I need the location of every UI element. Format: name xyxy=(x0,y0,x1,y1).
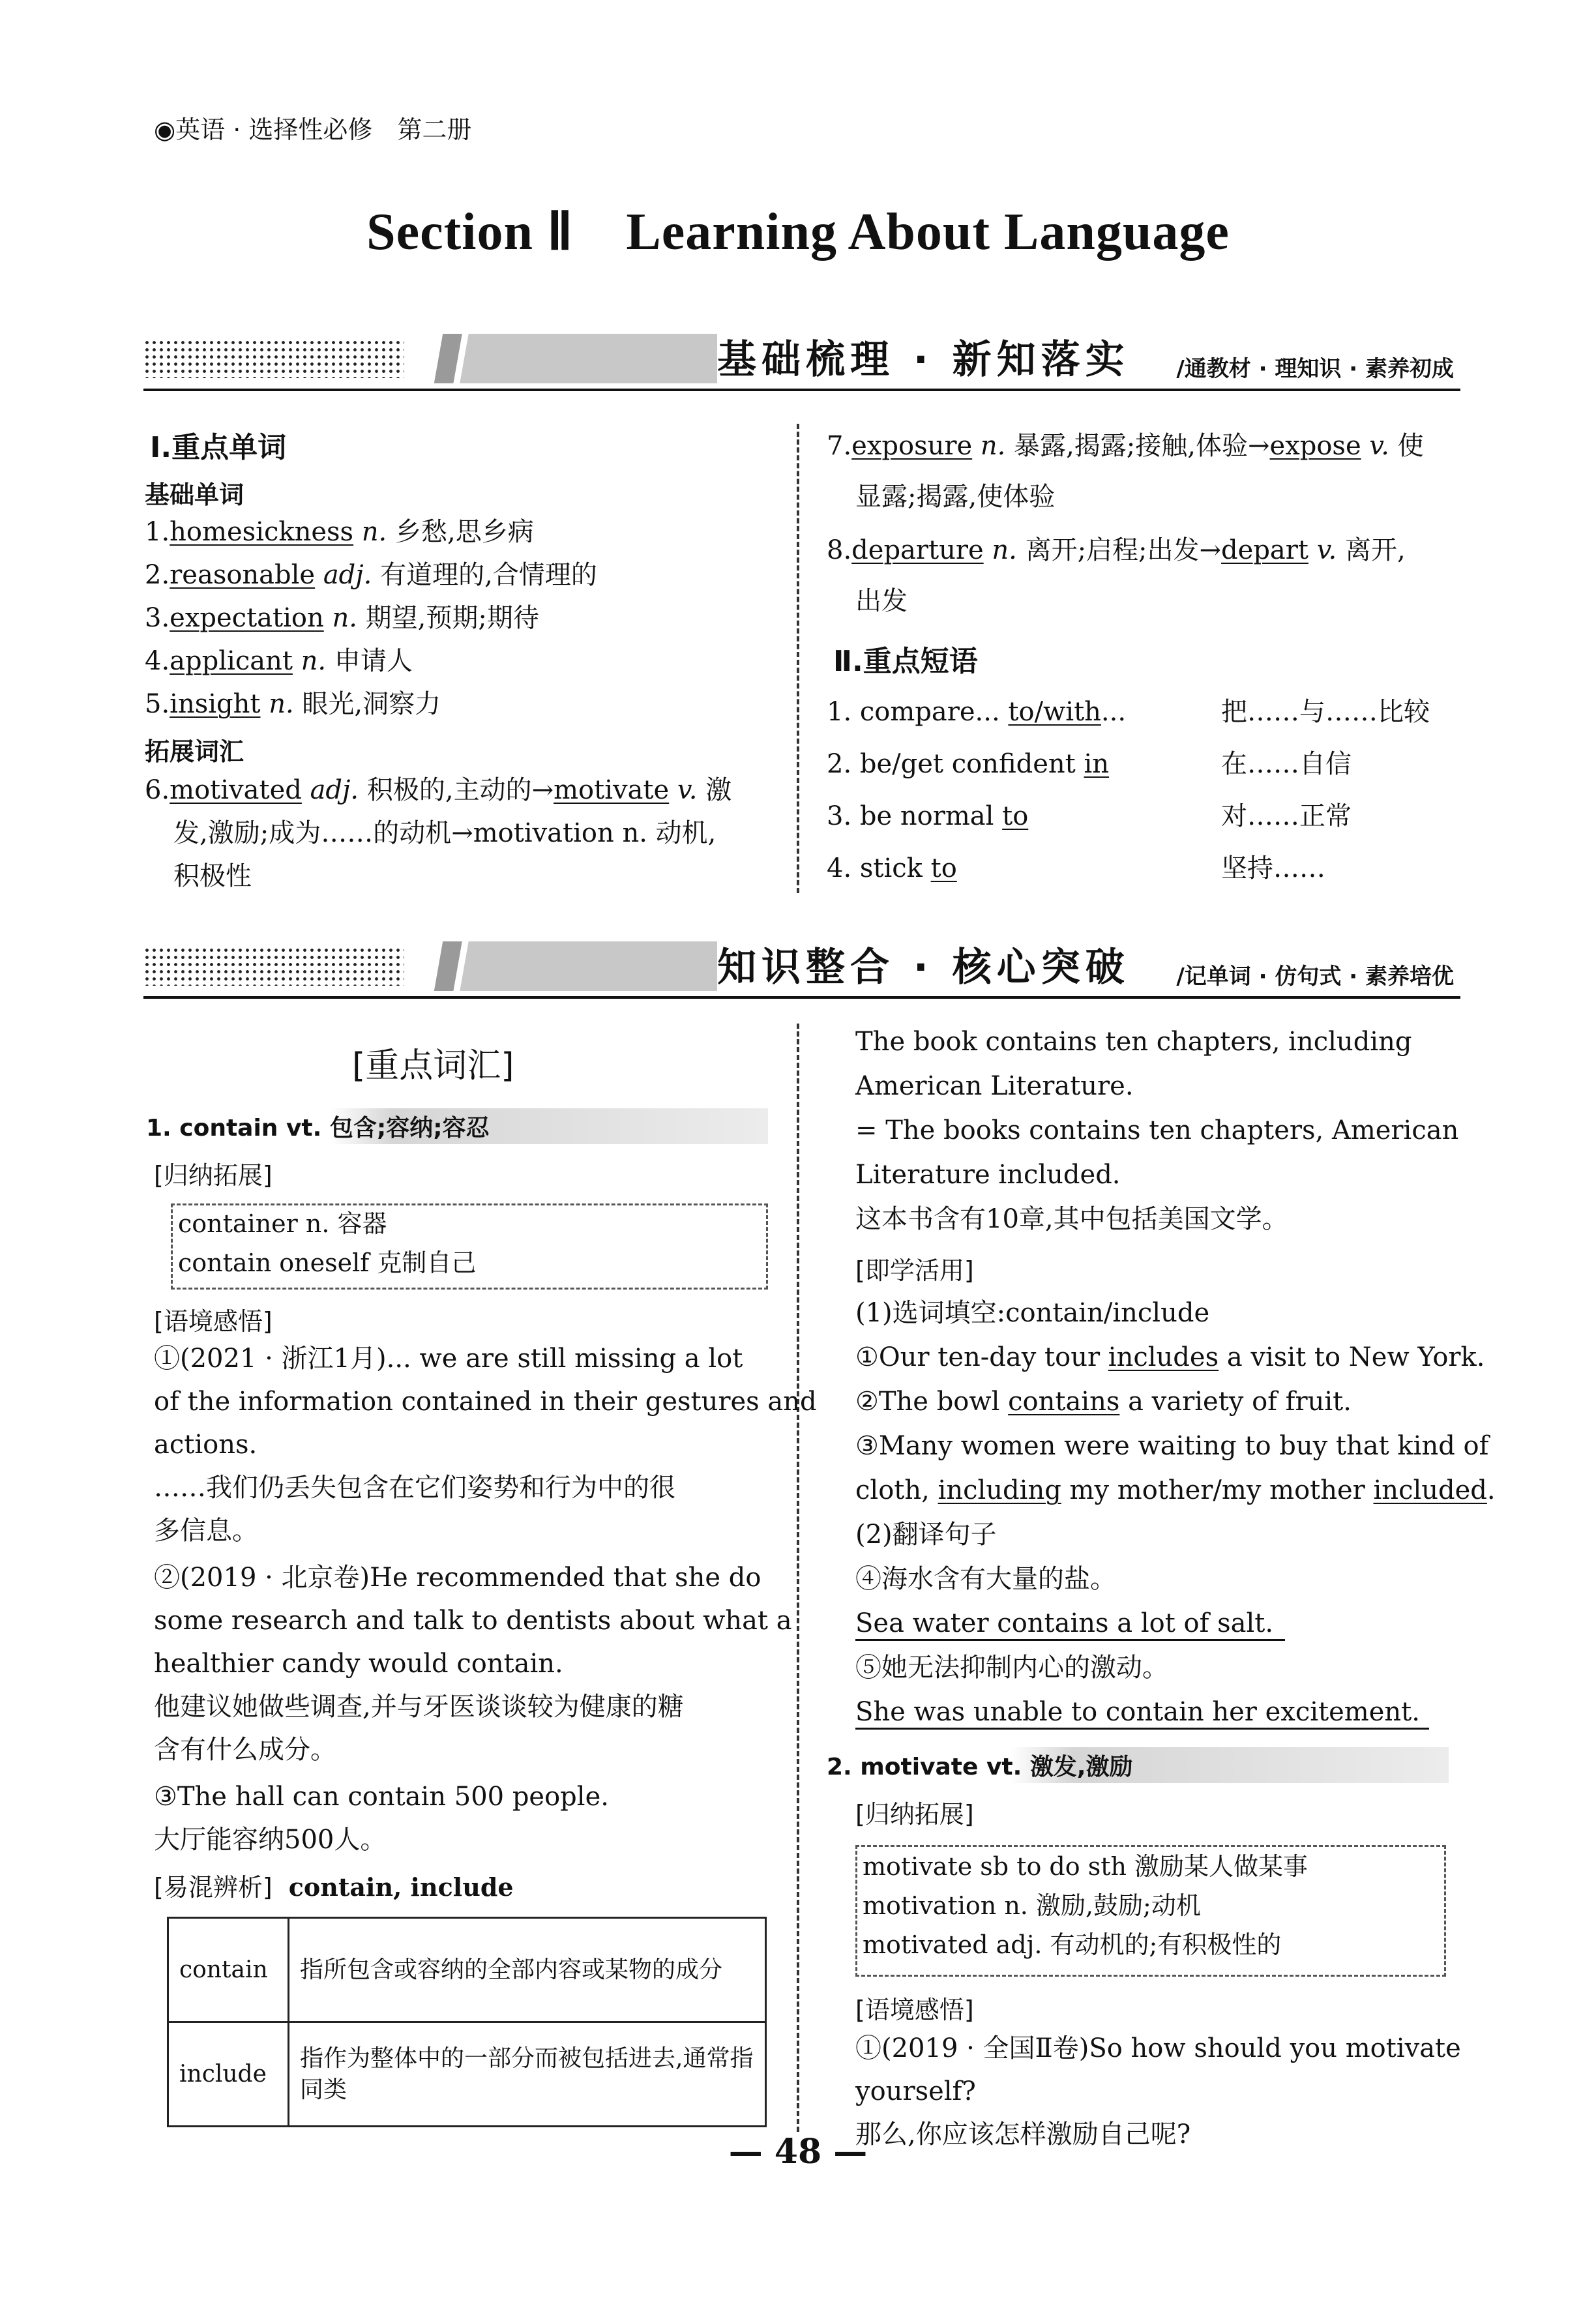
band-subtitle: /通教材 · 理知识 · 素养初成 xyxy=(1176,356,1454,382)
page-number: — 48 — xyxy=(728,2132,868,2172)
band-rule xyxy=(143,389,1460,391)
band-dots xyxy=(143,947,404,986)
practice-item: ①Our ten-day tour includes a visit to New York. xyxy=(855,1342,1485,1372)
translate-question-5: ⑤她无法抑制内心的激动。 xyxy=(855,1653,1168,1683)
translate-question-4: ④海水含有大量的盐。 xyxy=(855,1564,1116,1594)
band-slash xyxy=(404,941,717,991)
vocab-heading: Ⅰ.重点单词 xyxy=(150,431,287,464)
vocab-item: 1.homesickness n. 乡愁,思乡病 xyxy=(145,517,534,547)
phrase-item: 3. be normal to 对……正常 xyxy=(827,801,1352,831)
contain-context-label: [语境感悟] xyxy=(154,1307,273,1336)
vocab-item: 2.reasonable adj. 有道理的,合情理的 xyxy=(145,560,597,590)
contain-heading: 1. contain vt. 包含;容纳;容忍 xyxy=(142,1108,768,1144)
section-band-integration xyxy=(143,934,1460,999)
practice-item: ②The bowl contains a variety of fruit. xyxy=(855,1387,1352,1417)
vocab-item: 3.expectation n. 期望,预期;期待 xyxy=(145,603,539,633)
vocab-item: 4.applicant n. 申请人 xyxy=(145,646,413,676)
page-title: Section Ⅱ Learning About Language xyxy=(366,203,1230,261)
phrases-heading: Ⅱ.重点短语 xyxy=(833,645,978,678)
practice-item-3: ③Many women were waiting to buy that kind of cloth, including my mother/my mother included. xyxy=(855,1431,1496,1505)
band-title: 知识整合 · 核心突破 xyxy=(717,945,1130,990)
contain-summary-box: container n. 容器 contain oneself 克制自己 xyxy=(171,1203,768,1290)
motivate-example-1: ①(2019 · 全国Ⅱ卷)So how should you motivate yourself? 那么,你应该怎样激励自己呢? xyxy=(855,2033,1461,2149)
phrase-item: 4. stick to 坚持…… xyxy=(827,853,1325,883)
practice-1-title: (1)选词填空:contain/include xyxy=(855,1298,1210,1328)
contain-summary-label: [归纳拓展] xyxy=(154,1161,273,1190)
band-dots xyxy=(143,339,404,378)
contain-confusion: [易混辨析] contain, include xyxy=(154,1872,514,1902)
extend-vocab-label: 拓展词汇 xyxy=(145,737,244,766)
translate-answer-4: Sea water contains a lot of salt. xyxy=(855,1608,1285,1641)
vocab-item: 5.insight n. 眼光,洞察力 xyxy=(145,689,441,719)
book-example: The book contains ten chapters, including American Literature. = The books contains ten chapters, American Literature included. 这本书含有10章,其中包括美国文学。 xyxy=(855,1027,1459,1234)
phrase-item: 1. compare... to/with... 把……与……比较 xyxy=(827,697,1430,727)
column-divider-bottom xyxy=(797,1024,799,2132)
translate-answer-5: She was unable to contain her excitement. xyxy=(855,1696,1429,1730)
key-vocab-title: [重点词汇] xyxy=(352,1046,514,1085)
vocab-item-7: 7.exposure n. 暴露,揭露;接触,体验→expose v. 使 显露;揭露,使体验 xyxy=(827,431,1424,512)
confusion-table xyxy=(167,1917,767,2127)
basic-vocab-label: 基础单词 xyxy=(145,480,244,509)
phrase-item: 2. be/get confident in 在……自信 xyxy=(827,749,1352,779)
band-rule xyxy=(143,996,1460,999)
motivate-summary-box: motivate sb to do sth 激励某人做某事 motivation n. 激励,鼓励;动机 motivated adj. 有动机的;有积极性的 xyxy=(855,1845,1446,1977)
contain-example-1: ①(2021 · 浙江1月)... we are still missing a lot of the information contained in their gestures and actions. ……我们仍丢失包含在它们姿势和行为中的很 多信息。 xyxy=(154,1344,817,1546)
book-header: ◉英语 · 选择性必修 第二册 xyxy=(154,115,472,144)
band-title: 基础梳理 · 新知落实 xyxy=(717,337,1130,383)
contain-example-3: ③The hall can contain 500 people. 大厅能容纳500人。 xyxy=(154,1782,609,1855)
practice-2-title: (2)翻译句子 xyxy=(855,1520,997,1550)
practice-label: [即学活用] xyxy=(855,1256,974,1285)
motivate-context-label: [语境感悟] xyxy=(855,1996,974,2024)
motivate-heading: 2. motivate vt. 激发,激励 xyxy=(823,1747,1449,1783)
band-subtitle: /记单词 · 仿句式 · 素养培优 xyxy=(1176,964,1454,990)
table-row: contain 指所包含或容纳的全部内容或某物的成分 xyxy=(168,1918,766,2022)
table-row: include 指作为整体中的一部分而被包括进去,通常指同类 xyxy=(168,2022,766,2127)
vocab-item-6: 6.motivated adj. 积极的,主动的→motivate v. 激 发,激励;成为……的动机→motivation n. 动机, 积极性 xyxy=(145,775,732,891)
vocab-item-8: 8.departure n. 离开;启程;出发→depart v. 离开, 出发 xyxy=(827,535,1406,616)
vocab-list xyxy=(145,516,597,720)
section-band-basics xyxy=(143,326,1460,391)
contain-example-2: ②(2019 · 北京卷)He recommended that she do some research and talk to dentists about what a healthier candy would contain. 他建议她做些调查,并与牙医谈谈较为健康的糖 含有什么成分。 xyxy=(154,1563,792,1765)
motivate-summary-label: [归纳拓展] xyxy=(855,1800,974,1829)
column-divider-top xyxy=(797,424,799,893)
phrase-list xyxy=(827,696,1453,884)
band-slash xyxy=(404,334,717,383)
